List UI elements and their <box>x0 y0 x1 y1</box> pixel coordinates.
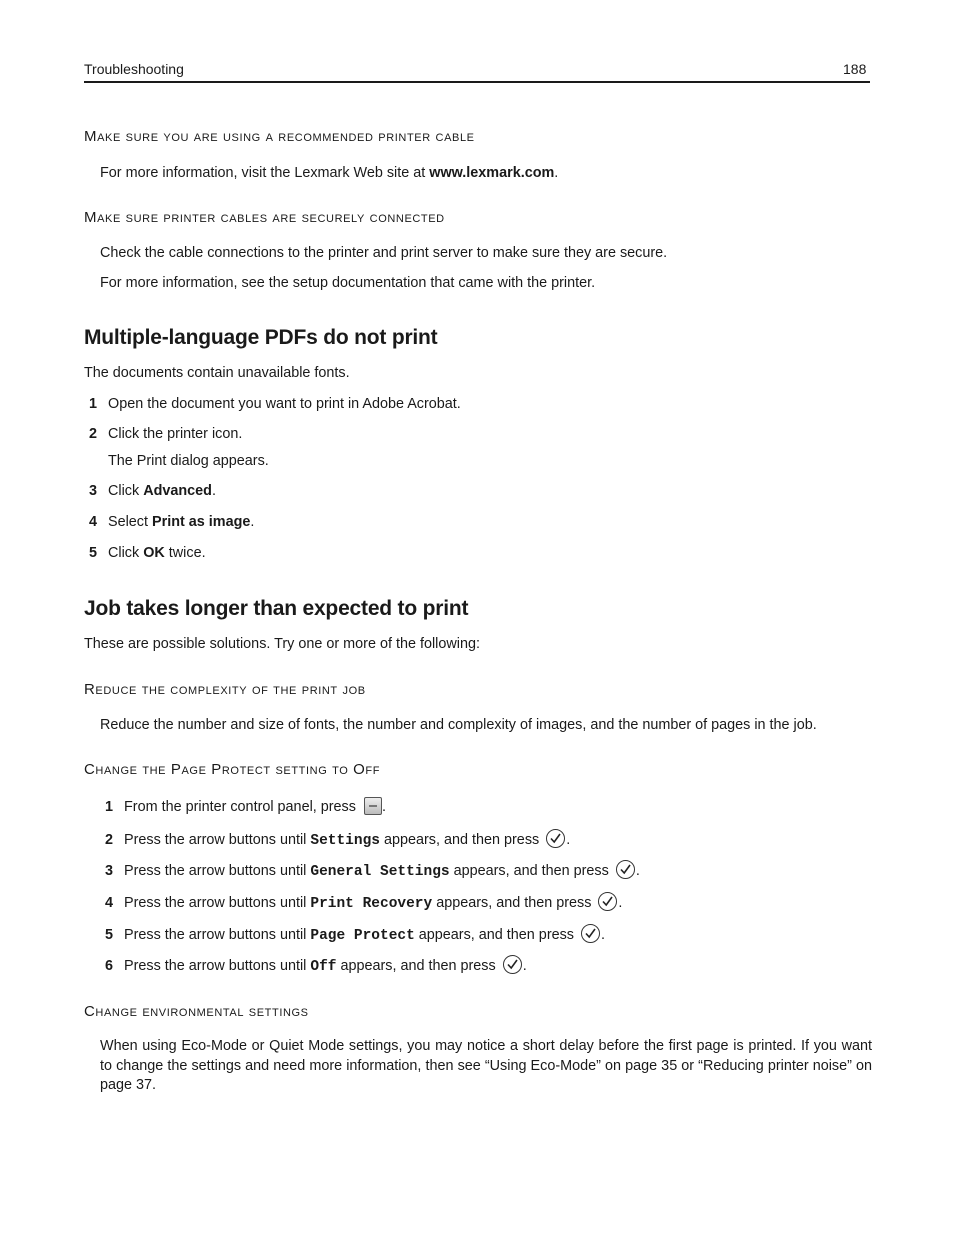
section-title-job-takes-longer: Job takes longer than expected to print <box>84 597 469 620</box>
lexmark-url: www.lexmark.com <box>429 165 555 181</box>
step-text: From the printer control panel, press <box>124 799 360 815</box>
list-item <box>105 955 527 977</box>
menu-code: Settings <box>310 833 380 849</box>
paragraph-eco-mode: When using Eco-Mode or Quiet Mode settings, you may notice a short delay before the first page is printed. If you want to change the settings and need more information, then see “Using Eco-Mode” on page 35 or “Reducing printer noise” on page 37. <box>100 1038 872 1093</box>
step-text: . <box>635 863 640 879</box>
menu-code: General Settings <box>310 864 450 880</box>
checkmark-select-icon <box>546 829 565 848</box>
list-item <box>105 860 640 882</box>
ui-term: Advanced <box>143 483 212 499</box>
step-number: 2 <box>89 426 98 442</box>
paragraph-setup-docs: For more information, see the setup documentation that came with the printer. <box>100 275 596 291</box>
step-note: The Print dialog appears. <box>108 453 269 469</box>
step-text: appears, and then press <box>449 863 613 879</box>
checkmark-select-icon <box>616 860 635 879</box>
step-text: Press the arrow buttons until <box>124 832 311 848</box>
step-number: 1 <box>89 396 98 412</box>
ui-term: Print as image <box>152 514 251 530</box>
menu-code: Off <box>310 959 337 975</box>
paragraph-reduce-fonts: Reduce the number and size of fonts, the number and complexity of images, and the number of pages in the job. <box>100 717 817 733</box>
paragraph-check-cables: Check the cable connections to the printer and print server to make sure they are secure. <box>100 245 668 261</box>
step-number: 4 <box>105 895 114 911</box>
step-number: 5 <box>105 927 114 943</box>
step-text: . <box>618 895 623 911</box>
list-item <box>105 892 622 914</box>
list-item <box>89 481 216 501</box>
step-text: . <box>522 958 527 974</box>
menu-button-icon <box>364 797 382 815</box>
list-item <box>89 512 254 532</box>
step-number: 3 <box>89 483 98 499</box>
step-text: appears, and then press <box>414 927 578 943</box>
running-header: Troubleshooting <box>84 61 184 77</box>
paragraph-unavailable-fonts: The documents contain unavailable fonts. <box>84 365 350 381</box>
step-text: . <box>566 832 571 848</box>
step-text: . <box>250 514 255 530</box>
step-number: 2 <box>105 832 114 848</box>
step-number: 1 <box>105 799 114 815</box>
step-text: Press the arrow buttons until <box>124 958 311 974</box>
menu-code: Page Protect <box>310 928 415 944</box>
step-text: Click the printer icon. <box>108 426 243 442</box>
step-number: 6 <box>105 958 114 974</box>
step-text: Click <box>108 545 144 561</box>
subheading-cables-connected: Make sure printer cables are securely connected <box>84 209 445 226</box>
list-item <box>89 424 242 444</box>
list-item <box>105 829 570 851</box>
step-text: Select <box>108 514 152 530</box>
step-text: appears, and then press <box>432 895 596 911</box>
step-text: Press the arrow buttons until <box>124 895 311 911</box>
step-text: appears, and then press <box>336 958 500 974</box>
text: . <box>554 165 559 181</box>
step-number: 5 <box>89 545 98 561</box>
section-title-multilanguage-pdfs: Multiple-language PDFs do not print <box>84 326 438 349</box>
paragraph-lexmark-site <box>100 163 558 183</box>
checkmark-select-icon <box>598 892 617 911</box>
subheading-reduce-complexity: Reduce the complexity of the print job <box>84 681 366 698</box>
step-text: twice. <box>164 545 206 561</box>
text: For more information, visit the Lexmark Web site at <box>100 165 430 181</box>
step-number: 4 <box>89 514 98 530</box>
list-item <box>105 797 386 817</box>
subheading-environmental-settings: Change environmental settings <box>84 1003 309 1020</box>
step-text: Open the document you want to print in Adobe Acrobat. <box>108 396 461 412</box>
header-divider <box>84 81 870 83</box>
subheading-recommended-cable: Make sure you are using a recommended printer cable <box>84 128 475 145</box>
list-item <box>105 924 605 946</box>
subheading-page-protect: Change the Page Protect setting to Off <box>84 761 381 778</box>
step-text: Press the arrow buttons until <box>124 927 311 943</box>
ui-term: OK <box>143 545 165 561</box>
checkmark-select-icon <box>581 924 600 943</box>
list-item <box>89 543 206 563</box>
checkmark-select-icon <box>503 955 522 974</box>
list-item <box>89 394 461 414</box>
page-number: 188 <box>843 61 867 77</box>
step-text: . <box>211 483 216 499</box>
step-text: appears, and then press <box>380 832 544 848</box>
step-text: Click <box>108 483 144 499</box>
step-text: . <box>381 799 386 815</box>
step-number: 3 <box>105 863 114 879</box>
paragraph-possible-solutions: These are possible solutions. Try one or more of the following: <box>84 636 480 652</box>
step-text: Press the arrow buttons until <box>124 863 311 879</box>
step-text: . <box>601 927 605 943</box>
menu-code: Print Recovery <box>310 896 433 912</box>
